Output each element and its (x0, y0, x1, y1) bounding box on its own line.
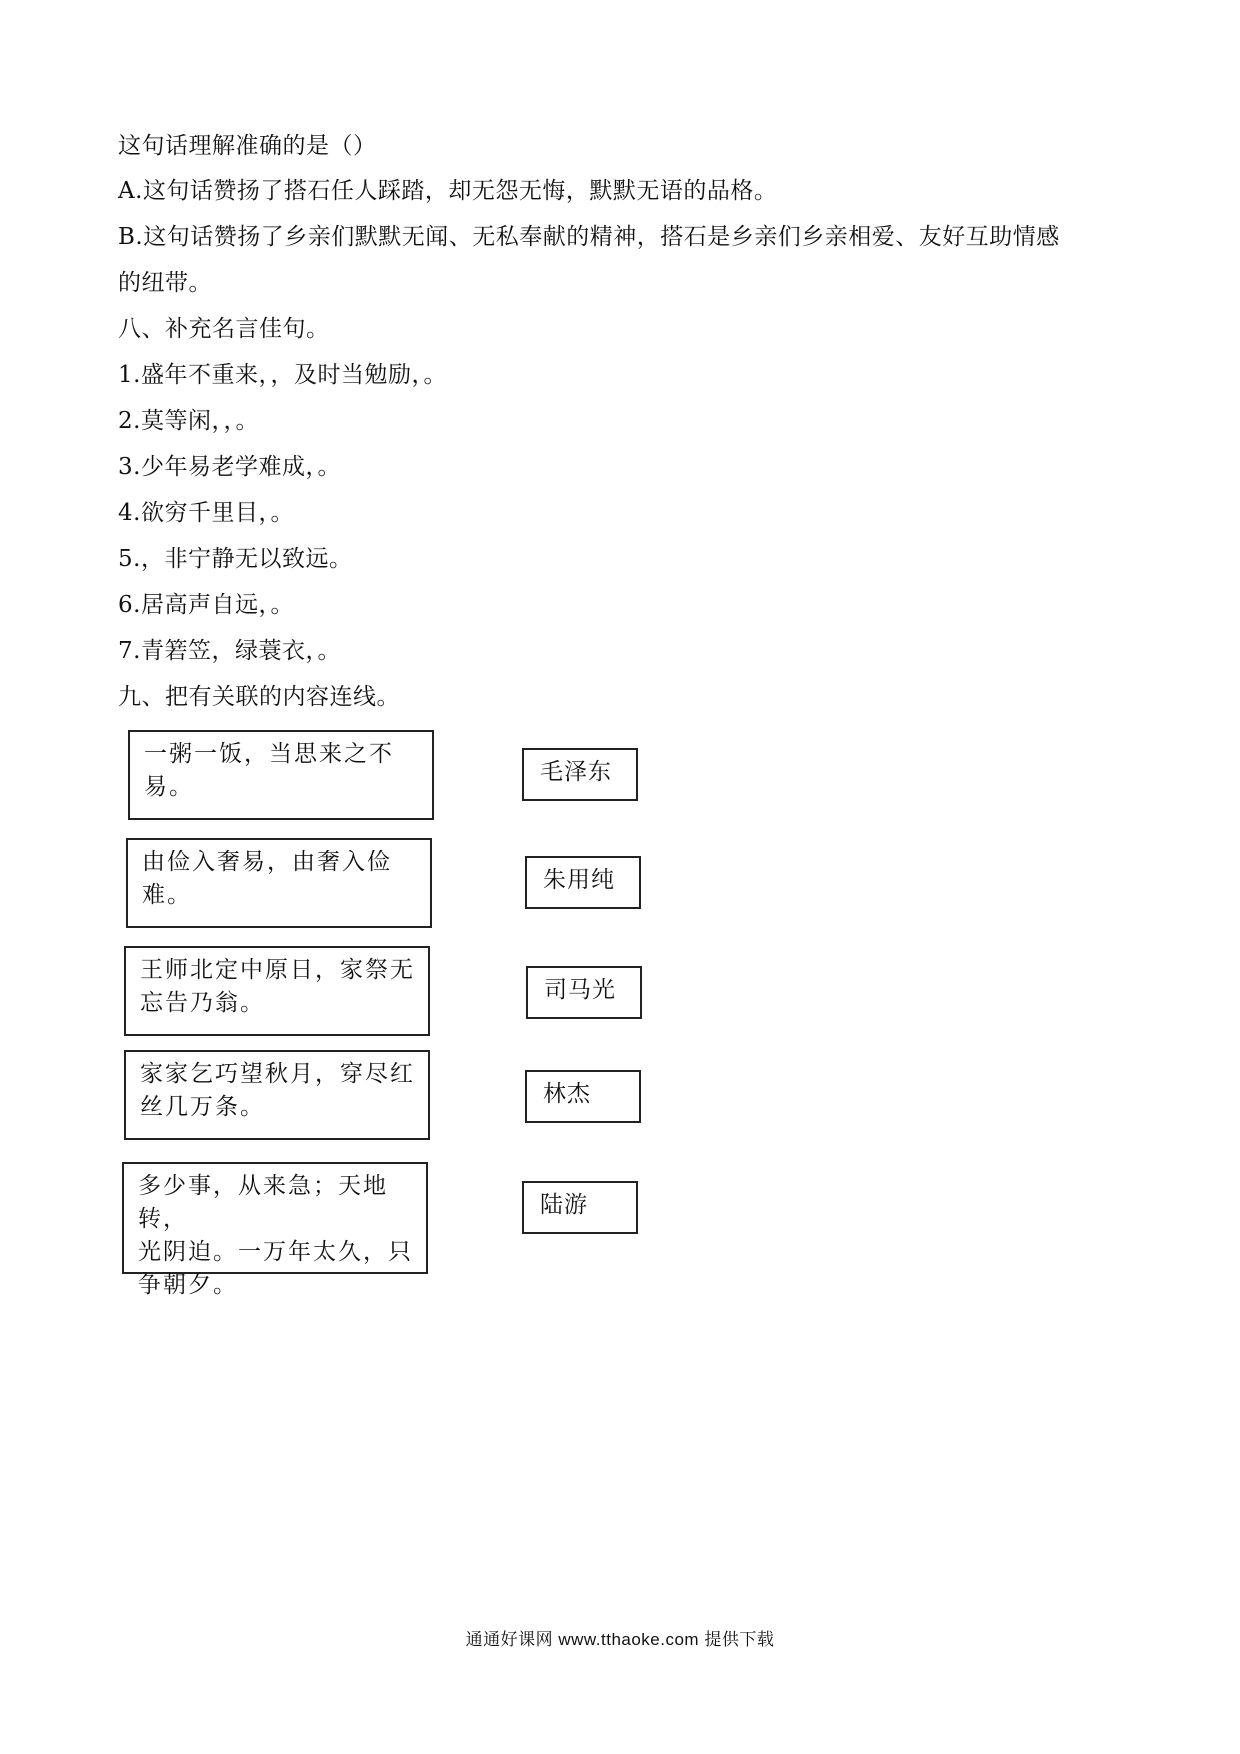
quote-line: 由俭入奢易，由奢入俭 (142, 849, 392, 875)
quote-line: 忘告乃翁。 (140, 990, 265, 1016)
quote-line: 争朝夕。 (138, 1272, 238, 1298)
footer-credit: 通通好课网 www.tthaoke.com 提供下载 (465, 1630, 775, 1649)
section8-heading: 八、补充名言佳句。 (118, 316, 330, 342)
question-prompt: 这句话理解准确的是（） (118, 133, 377, 159)
author-box[interactable]: 毛泽东 (522, 748, 638, 801)
author-box[interactable]: 司马光 (526, 966, 642, 1019)
fill-item: 6.居高声自远，。 (118, 592, 294, 618)
quote-box[interactable] (126, 838, 432, 928)
quote-box[interactable] (124, 1050, 430, 1140)
quote-box[interactable] (122, 1162, 428, 1298)
option-b-line1: B.这句话赞扬了乡亲们默默无闻、无私奉献的精神，搭石是乡亲们乡亲相爱、友好互助情感 (118, 224, 1060, 250)
quote-line: 王师北定中原日，家祭无 (140, 957, 415, 983)
author-box[interactable]: 陆游 (522, 1181, 638, 1234)
quote-line: 光阴迫。一万年太久，只 (138, 1239, 413, 1265)
fill-item: 3.少年易老学难成，。 (118, 454, 341, 480)
fill-item: 2.莫等闲，，。 (118, 408, 259, 434)
fill-item: 5.，非宁静无以致远。 (118, 546, 353, 572)
author-box[interactable]: 朱用纯 (525, 856, 641, 909)
quote-line: 丝几万条。 (140, 1094, 265, 1120)
option-a: A.这句话赞扬了搭石任人踩踏，却无怨无悔，默默无语的品格。 (118, 178, 778, 204)
option-b-line2: 的纽带。 (118, 270, 212, 296)
quote-line: 多少事，从来急；天地转， (138, 1173, 388, 1232)
fill-item: 1.盛年不重来，，及时当勉励，。 (118, 362, 447, 388)
fill-item: 7.青箬笠，绿蓑衣，。 (118, 638, 341, 664)
quote-box[interactable] (124, 946, 430, 1036)
section9-heading: 九、把有关联的内容连线。 (118, 684, 400, 710)
quote-line: 家家乞巧望秋月，穿尽红 (140, 1061, 415, 1087)
author-box[interactable]: 林杰 (525, 1070, 641, 1123)
quote-box[interactable] (128, 730, 434, 820)
fill-item: 4.欲穷千里目，。 (118, 500, 294, 526)
quote-line: 一粥一饭，当思来之不 (144, 741, 394, 767)
quote-line: 难。 (142, 882, 192, 908)
quote-line: 易。 (144, 774, 194, 800)
